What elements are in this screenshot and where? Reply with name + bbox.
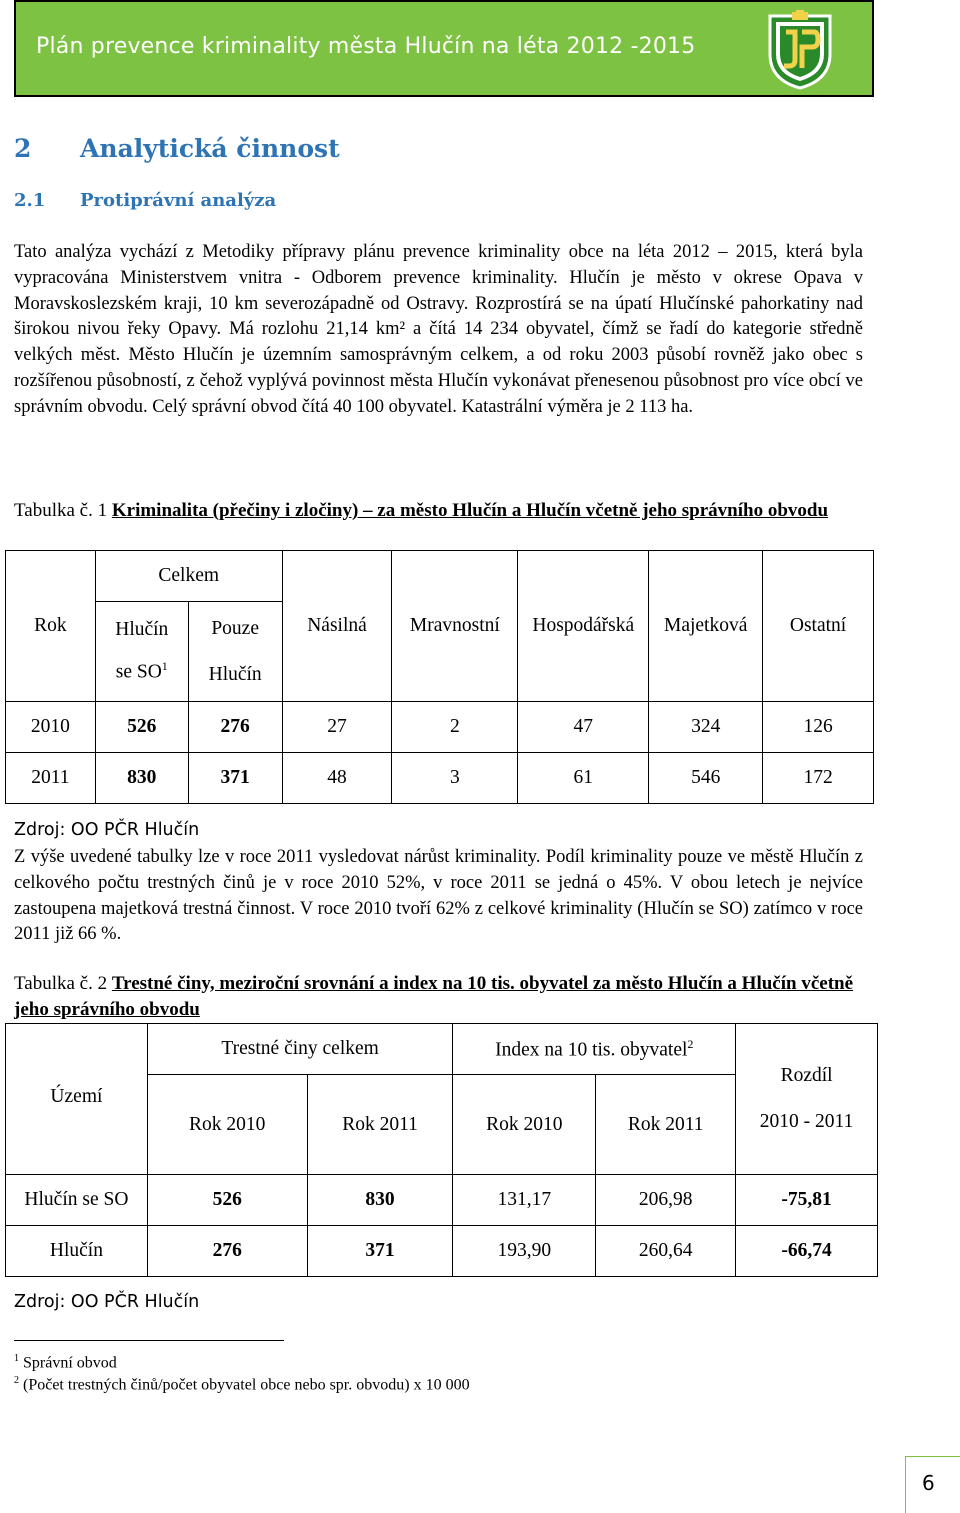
table1-cell-hospodarska: 47 xyxy=(518,702,649,753)
table1-cell-mravnostni: 3 xyxy=(392,753,518,804)
table2-cell-ix-2011: 260,64 xyxy=(596,1226,736,1277)
intro-paragraph: Tato analýza vychází z Metodiky přípravy plánu prevence kriminality obce na léta 2012 – 2015, která byla vypracována Ministerstvem vnitra - Odborem prevence kriminality. Hlučín je město v okrese Opava v Moravskoslezském kraji, 10 km severozápadně od Ostravy. Rozprostírá se na úpatí Hlučínské pahorkatiny nad širokou nivou řeky Opavy. Má rozlohu 21,14 km² a čítá 14 234 obyvatel, čímž se řadí do kategorie středně velkých měst. Město Hlučín je územním samosprávným celkem, a od roku 2003 působí rovněž jako obec s rozšířenou působností, z čehož vyplývá povinnost města Hlučín vykonávat přenesenou působnost pro více obcí ve správním obvodu. Celý správní obvod čítá 40 100 obyvatel. Katastrální výměra je 2 113 ha. xyxy=(14,242,863,417)
table-row xyxy=(6,753,874,804)
table1-cell-nasilna: 48 xyxy=(282,753,392,804)
footnote-2-number: 2 xyxy=(14,1375,19,1386)
crime-table xyxy=(5,550,874,804)
table1-cell-pouze: 371 xyxy=(188,753,282,804)
table2-caption-title: Trestné činy, meziroční srovnání a index na 10 tis. obyvatel za město Hlučín a Hlučín včetně jeho správního obvodu xyxy=(14,973,854,1020)
table1-caption-title: Kriminalita (přečiny i zločiny) – za město Hlučín a Hlučín včetně jeho správního obvodu xyxy=(111,500,829,521)
footnote-2-text: (Počet trestných činů/počet obyvatel obce nebo spr. obvodu) x 10 000 xyxy=(23,1376,470,1394)
table1-header-nasilna: Násilná xyxy=(282,551,392,702)
chapter-heading xyxy=(14,134,340,163)
page-number: 6 xyxy=(922,1471,935,1495)
table2-cell-uzemi: Hlučín se SO xyxy=(6,1175,148,1226)
section-number: 2.1 xyxy=(14,190,46,211)
section-title: Protiprávní analýza xyxy=(80,190,277,211)
page-header xyxy=(14,0,874,97)
footnote-1-number: 1 xyxy=(14,1353,19,1364)
table1-caption-prefix: Tabulka č. 1 xyxy=(14,500,112,521)
table2-cell-ix-2011: 206,98 xyxy=(596,1175,736,1226)
chapter-title: Analytická činnost xyxy=(80,134,340,163)
table1-cell-majetkova: 324 xyxy=(649,702,763,753)
table1-header-rok: Rok xyxy=(6,551,96,702)
table2-cell-tc-2010: 276 xyxy=(147,1226,307,1277)
table2-header-rozdil xyxy=(736,1024,878,1175)
table1-cell-mravnostni: 2 xyxy=(392,702,518,753)
section-heading xyxy=(14,190,276,211)
table-row xyxy=(6,1175,878,1226)
table2-header-uzemi-text: Území xyxy=(50,1086,103,1107)
table2-header-tc-2010: Rok 2010 xyxy=(147,1075,307,1175)
table1-cell-ostatni: 126 xyxy=(763,702,874,753)
table2-header-index xyxy=(453,1024,736,1075)
table1-source: Zdroj: OO PČR Hlučín xyxy=(14,820,200,840)
table1-cell-rok: 2010 xyxy=(6,702,96,753)
table1-header-pouze-hlucin xyxy=(188,602,282,702)
table2-header-ix-2010: Rok 2010 xyxy=(453,1075,596,1175)
table-row xyxy=(6,702,874,753)
table2-header-rozdil-line2: 2010 - 2011 xyxy=(759,1111,854,1132)
table2-header-index-text: Index na 10 tis. obyvatel xyxy=(495,1039,688,1061)
table1-cell-pouze: 276 xyxy=(188,702,282,753)
footnote-separator xyxy=(14,1340,284,1341)
table1-header-pouze-line2: Hlučín xyxy=(208,663,262,685)
table2-header-trestne-ciny: Trestné činy celkem xyxy=(147,1024,453,1075)
table2-header-tc-2011: Rok 2011 xyxy=(307,1075,453,1175)
table2-cell-uzemi: Hlučín xyxy=(6,1226,148,1277)
table1-header-hlucin-so-text: se SO xyxy=(115,661,162,683)
table1-header-hospodarska: Hospodářská xyxy=(518,551,649,702)
table2-cell-tc-2011: 371 xyxy=(307,1226,453,1277)
table2-cell-tc-2010: 526 xyxy=(147,1175,307,1226)
table2-source: Zdroj: OO PČR Hlučín xyxy=(14,1292,200,1312)
header-title: Plán prevence kriminality města Hlučín na léta 2012 -2015 xyxy=(36,34,696,59)
table2-cell-tc-2011: 830 xyxy=(307,1175,453,1226)
table2-cell-ix-2010: 193,90 xyxy=(453,1226,596,1277)
footnote-1-text: Správní obvod xyxy=(23,1354,117,1372)
table1-cell-ostatni: 172 xyxy=(763,753,874,804)
footnote-ref-2: 2 xyxy=(687,1036,694,1051)
table2-cell-ix-2010: 131,17 xyxy=(453,1175,596,1226)
table1-header-mravnostni: Mravnostní xyxy=(392,551,518,702)
table1-cell-hlucin-so: 526 xyxy=(95,702,188,753)
crime-index-table xyxy=(5,1023,878,1277)
table1-cell-nasilna: 27 xyxy=(282,702,392,753)
table1-caption xyxy=(14,498,864,524)
table1-cell-hospodarska: 61 xyxy=(518,753,649,804)
table1-header-majetkova: Majetková xyxy=(649,551,763,702)
analysis-paragraph: Z výše uvedené tabulky lze v roce 2011 vysledovat nárůst kriminality. Podíl kriminality pouze ve městě Hlučín z celkového počtu trestných činů je v roce 2010 52%, v roce 2011 se jedná o 45%. V obou letech je nejvíce zastoupena majetková trestná činnost. V roce 2010 tvoří 62% z celkové kriminality (Hlučín se SO) zatímco v roce 2011 již 66 %. xyxy=(14,847,863,945)
table1-header-ostatni: Ostatní xyxy=(763,551,874,702)
table2-cell-rozdil: -66,74 xyxy=(736,1226,878,1277)
table1-header-pouze-line1: Pouze xyxy=(211,617,259,639)
table1-cell-hlucin-so: 830 xyxy=(95,753,188,804)
table2-caption xyxy=(14,971,864,1023)
hlucin-coat-of-arms-icon xyxy=(762,10,838,90)
table1-header-hlucin-so-line1: Hlučín xyxy=(115,619,169,641)
footnote-2 xyxy=(14,1375,470,1394)
table1-cell-majetkova: 546 xyxy=(649,753,763,804)
footnote-ref-1: 1 xyxy=(161,659,168,674)
chapter-number: 2 xyxy=(14,134,32,163)
table2-cell-rozdil: -75,81 xyxy=(736,1175,878,1226)
table2-header-ix-2011: Rok 2011 xyxy=(596,1075,736,1175)
table1-header-celkem: Celkem xyxy=(95,551,282,602)
table-row xyxy=(6,1226,878,1277)
table2-header-rozdil-line1: Rozdíl xyxy=(780,1065,833,1086)
table1-cell-rok: 2011 xyxy=(6,753,96,804)
table1-header-hlucin-so xyxy=(95,602,188,702)
table2-header-uzemi xyxy=(6,1024,148,1175)
table2-caption-prefix: Tabulka č. 2 xyxy=(14,973,112,994)
footnote-1 xyxy=(14,1353,117,1372)
table1-header-hlucin-so-line2 xyxy=(96,659,188,684)
